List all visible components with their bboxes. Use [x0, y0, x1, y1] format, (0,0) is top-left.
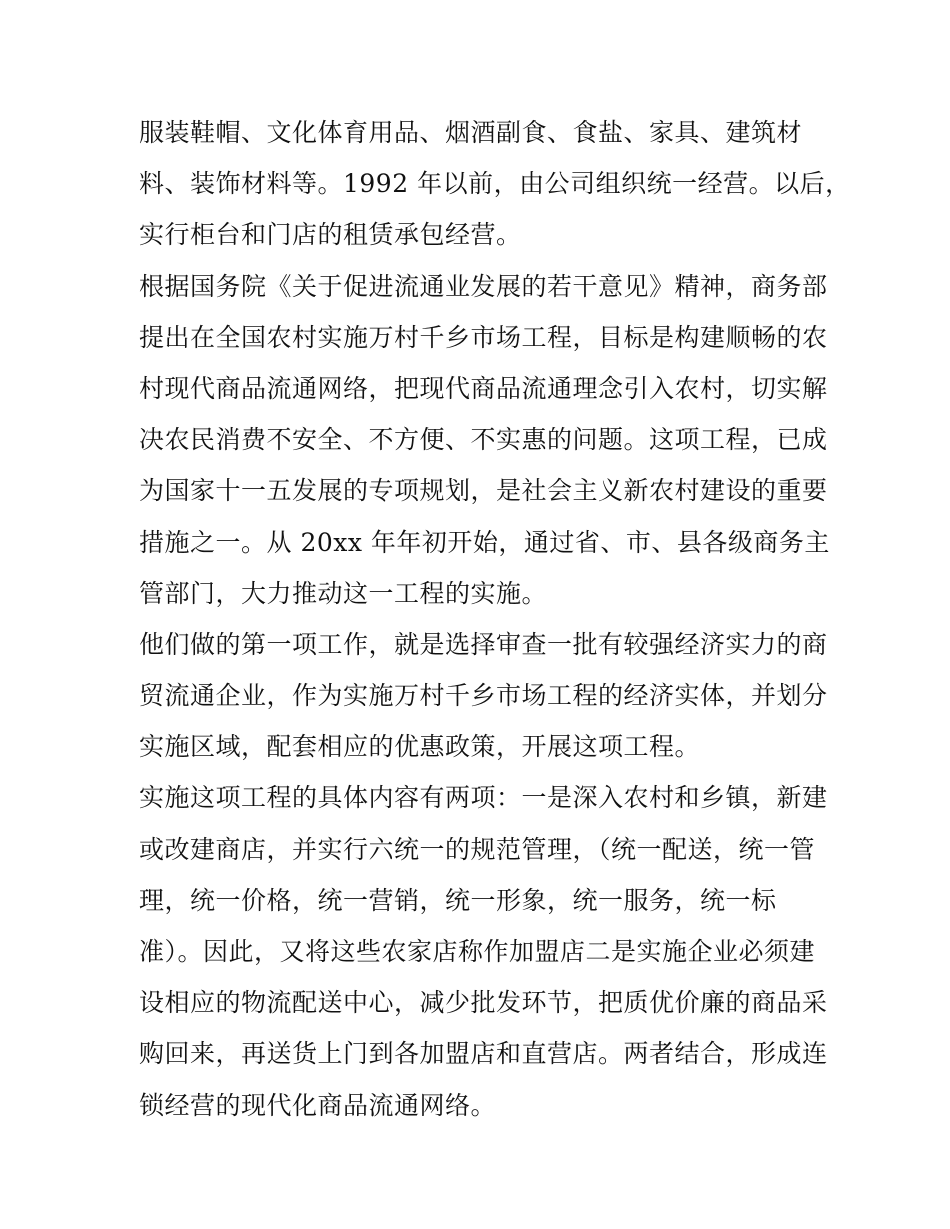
text-line: 村现代商品流通网络，把现代商品流通理念引入农村，切实解: [139, 373, 828, 403]
text-line: 贸流通企业，作为实施万村千乡市场工程的经济实体，并划分: [139, 681, 828, 711]
text-line: 设相应的物流配送中心，减少批发环节，把质优价廉的商品采: [139, 988, 828, 1018]
text-line: 根据国务院《关于促进流通业发展的若干意见》精神，商务部: [139, 271, 828, 301]
text-line: 购回来，再送货上门到各加盟店和直营店。两者结合，形成连: [139, 1039, 828, 1069]
text-line: 锁经营的现代化商品流通网络。: [139, 1090, 497, 1120]
text-line: 为国家十一五发展的专项规划，是社会主义新农村建设的重要: [139, 476, 828, 506]
text-line: 措施之一。从 20xx 年年初开始，通过省、市、县各级商务主: [139, 527, 830, 557]
text-line: 或改建商店，并实行六统一的规范管理，（统一配送，统一管: [139, 834, 816, 864]
text-line: 理，统一价格，统一营销，统一形象，统一服务，统一标: [139, 885, 777, 915]
text-line: 实行柜台和门店的租赁承包经营。: [139, 220, 522, 250]
text-line: 料、装饰材料等。1992 年以前，由公司组织统一经营。以后，: [139, 169, 851, 199]
text-line: 管部门，大力推动这一工程的实施。: [139, 578, 548, 608]
text-line: 准）。因此，又将这些农家店称作加盟店二是实施企业必须建: [139, 937, 816, 966]
text-line: 服装鞋帽、文化体育用品、烟酒副食、食盐、家具、建筑材: [139, 118, 803, 147]
text-line: 他们做的第一项工作，就是选择审查一批有较强经济实力的商: [139, 629, 828, 659]
body-text: [139, 107, 851, 1131]
text-line: 提出在全国农村实施万村千乡市场工程，目标是构建顺畅的农: [139, 322, 828, 352]
text-line: 实施区域，配套相应的优惠政策，开展这项工程。: [139, 732, 701, 762]
text-line: 实施这项工程的具体内容有两项：一是深入农村和乡镇，新建: [139, 783, 828, 813]
text-line: 决农民消费不安全、不方便、不实惠的问题。这项工程，已成: [139, 425, 828, 455]
